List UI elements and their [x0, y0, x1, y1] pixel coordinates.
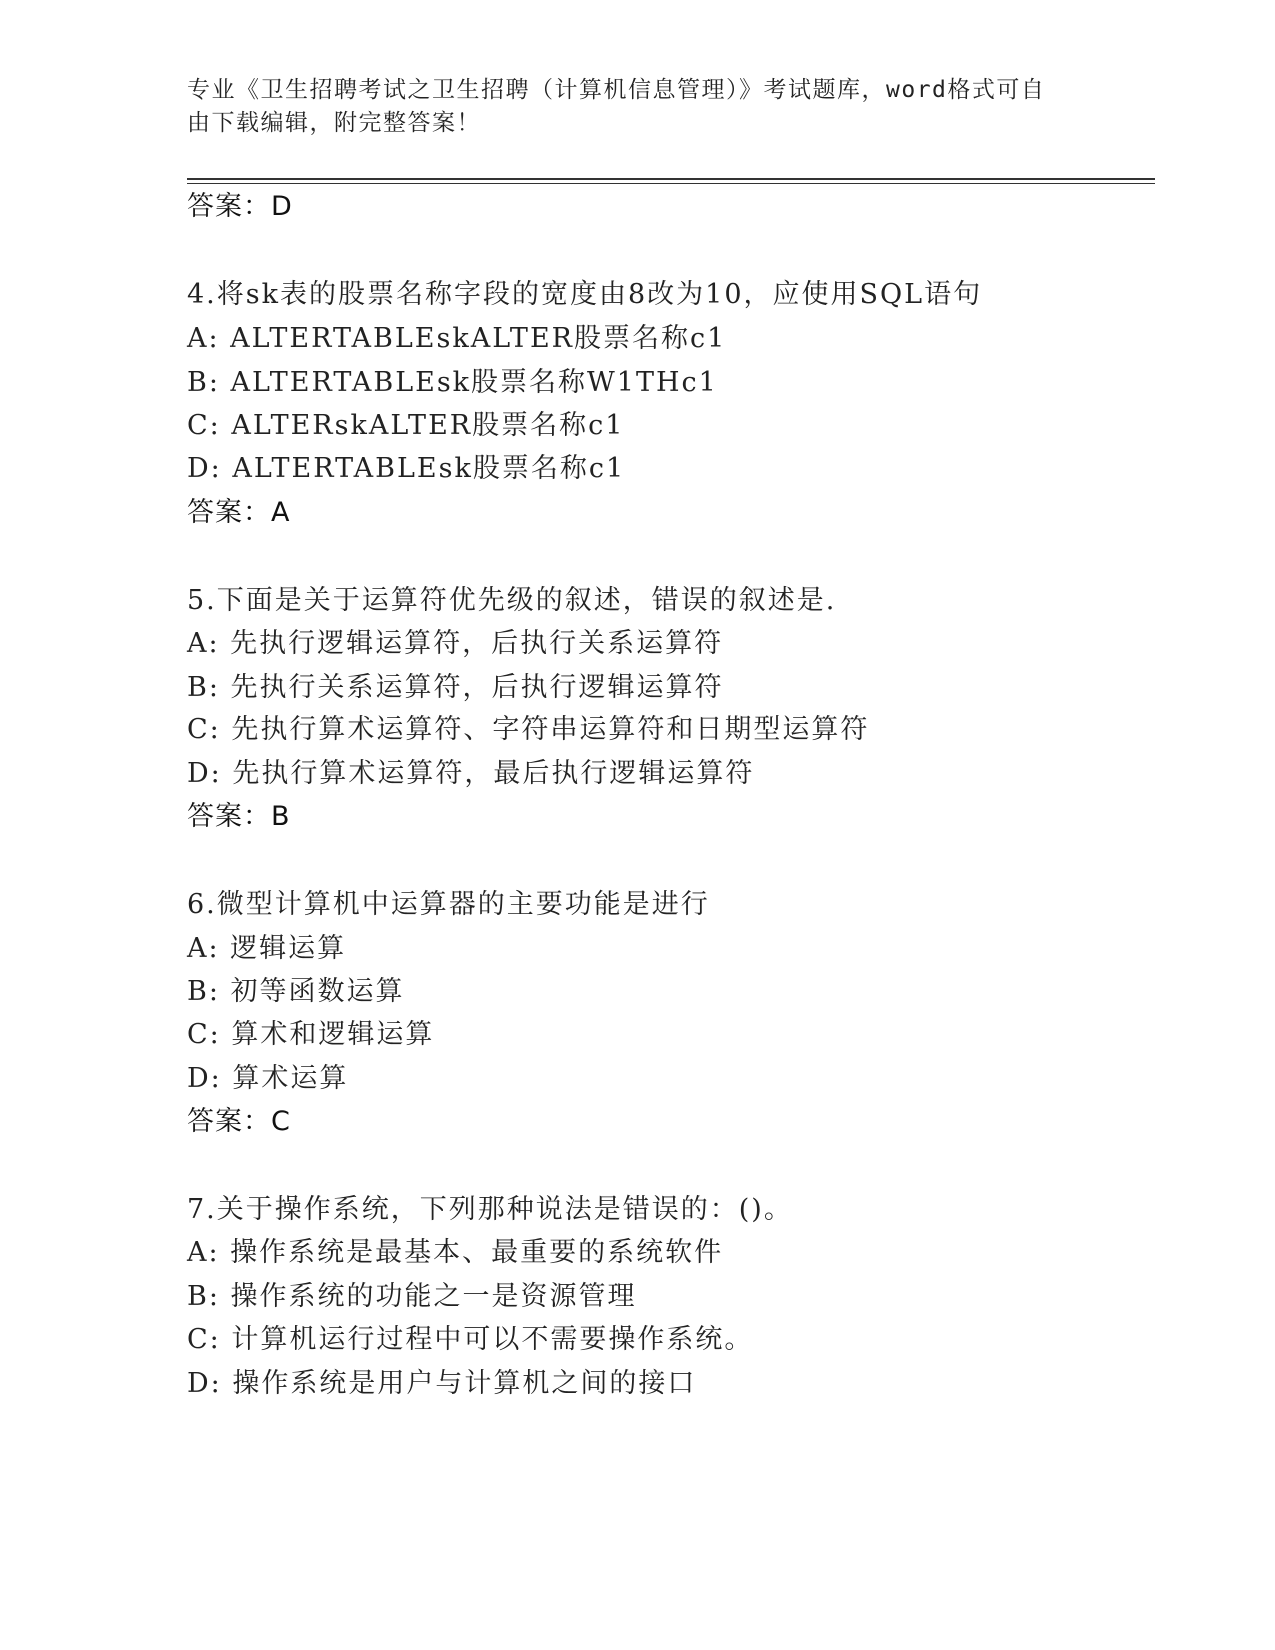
question-5-option-c: C: 先执行算术运算符、字符串运算符和日期型运算符: [187, 714, 870, 745]
question-4-option-c: C: ALTERskALTER股票名称c1: [187, 410, 625, 441]
question-4-option-a: A: ALTERTABLEskALTER股票名称c1: [187, 323, 727, 354]
question-6-option-d: D: 算术运算: [187, 1063, 349, 1094]
question-7-option-d: D: 操作系统是用户与计算机之间的接口: [187, 1368, 697, 1399]
question-5-answer: 答案：B: [187, 801, 291, 832]
header-line-2: 由下载编辑，附完整答案！: [187, 110, 481, 136]
question-6-option-c: C: 算术和逻辑运算: [187, 1019, 435, 1050]
question-5-option-a: A: 先执行逻辑运算符，后执行关系运算符: [187, 628, 724, 659]
question-5-option-b: B: 先执行关系运算符，后执行逻辑运算符: [187, 672, 724, 703]
header-divider-thick: [187, 178, 1155, 180]
question-5-stem: 5.下面是关于运算符优先级的叙述，错误的叙述是.: [187, 585, 837, 616]
question-4-option-b: B: ALTERTABLEsk股票名称W1THc1: [187, 367, 718, 398]
header-line-1: 专业《卫生招聘考试之卫生招聘（计算机信息管理）》考试题库，word格式可自: [187, 77, 1046, 103]
question-6-option-a: A: 逻辑运算: [187, 933, 347, 964]
question-4-stem: 4.将sk表的股票名称字段的宽度由8改为10，应使用SQL语句: [187, 279, 983, 310]
question-6-stem: 6.微型计算机中运算器的主要功能是进行: [187, 889, 710, 920]
question-4-answer: 答案：A: [187, 497, 291, 528]
question-7-option-c: C: 计算机运行过程中可以不需要操作系统。: [187, 1324, 754, 1355]
question-7-option-a: A: 操作系统是最基本、最重要的系统软件: [187, 1237, 724, 1268]
question-7-stem: 7.关于操作系统，下列那种说法是错误的：()。: [187, 1194, 793, 1225]
question-6-option-b: B: 初等函数运算: [187, 976, 405, 1007]
question-6-answer: 答案：C: [187, 1106, 291, 1137]
document-header: [187, 74, 1087, 140]
question-4-option-d: D: ALTERTABLEsk股票名称c1: [187, 453, 626, 484]
question-7-option-b: B: 操作系统的功能之一是资源管理: [187, 1281, 637, 1312]
header-divider-thin: [187, 183, 1155, 184]
previous-answer: 答案：D: [187, 191, 293, 222]
question-5-option-d: D: 先执行算术运算符，最后执行逻辑运算符: [187, 758, 755, 789]
